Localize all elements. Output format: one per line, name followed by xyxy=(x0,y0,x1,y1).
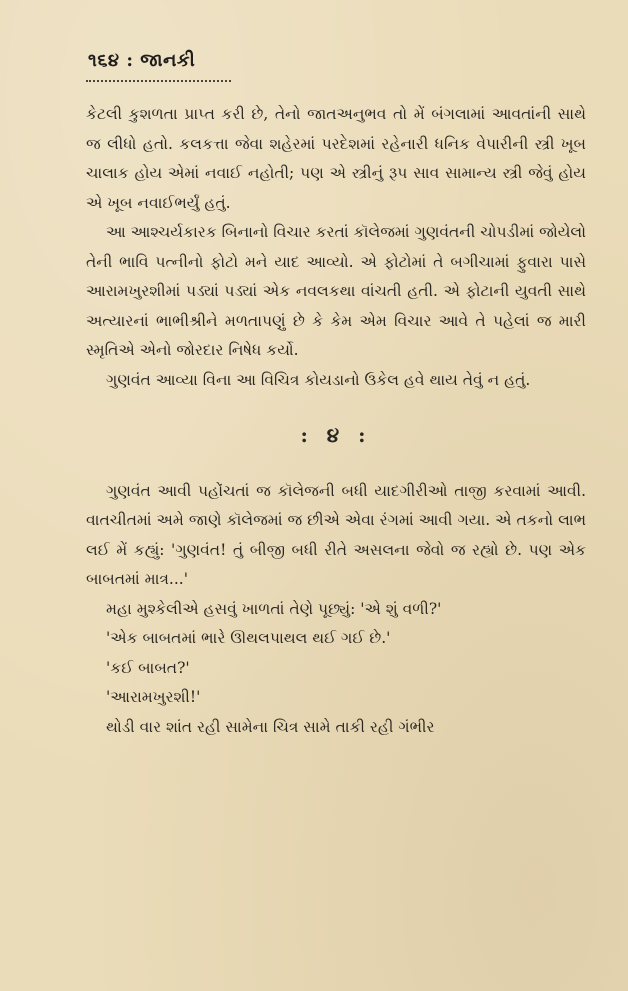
body-text xyxy=(86,100,586,742)
dialogue-line: 'કઈ બાબત?' xyxy=(106,658,190,677)
paragraph: કેટલી કુશળતા પ્રાપ્ત કરી છે, તેનો જાતઅનુભવ તો મેં બંગલામાં આવતાંની સાથે જ લીધો હતો. કલકત્તા જેવા શહેરમાં પરદેશમાં રહેનારી ધનિક વેપારીની સ્ત્રી ખૂબ ચાલાક હોય એમાં નવાઈ નહોતી; પણ એ સ્ત્રીનું રૂપ સાવ સામાન્ય સ્ત્રી જેવું હોય એ ખૂબ નવાઈભર્યું હતું. xyxy=(86,105,586,212)
dialogue-line: મહા મુશ્કેલીએ હસવું ખાળતાં તેણે પૂછ્યું: 'એ શું વળી?' xyxy=(106,599,442,618)
dialogue-line: 'આરામખુરશી!' xyxy=(106,688,201,706)
paragraph: ગુણવંત આવી પહોંચતાં જ કૉલેજની બધી યાદગીરીઓ તાજી કરવામાં આવી. વાતચીતમાં અમે જાણે કૉલેજમાં જ છીએ એવા રંગમાં આવી ગયા. એ તકનો લાભ લઈ મેં કહ્યું: 'ગુણવંત! તું બીજી બધી રીતે અસલના જેવો જ રહ્યો છે. પણ એક બાબતમાં માત્ર...' xyxy=(86,481,586,588)
section-marker: : ૪ : xyxy=(300,423,372,447)
paragraph: આ આશ્ચર્યકારક બિનાનો વિચાર કરતાં કૉલેજમાં ગુણવંતની ચોપડીમાં જોયેલો તેની ભાવિ પત્નીનો ફોટો મને યાદ આવ્યો. એ ફોટોમાં તે બગીચામાં ફુવારા પાસે આરામખુરશીમાં પડ્યાં પડ્યાં એક નવલકથા વાંચતી હતી. એ ફોટાની યુવતી સાથે અત્યારનાં ભાભીશ્રીને મળતાપણું છે કે કેમ એમ વિચાર આવે તે પહેલાં જ મારી સ્મૃતિએ એનો જોરદાર નિષેધ કર્યો. xyxy=(86,223,586,359)
running-head: ૧૬૪ : જાનકી xyxy=(88,50,196,71)
running-head-rule xyxy=(86,80,231,82)
paragraph: ગુણવંત આવ્યા વિના આ વિચિત્ર કોયડાનો ઉકેલ હવે થાય તેવું ન હતું. xyxy=(106,370,531,389)
dialogue-line: 'એક બાબતમાં ભારે ઊથલપાથલ થઈ ગઈ છે.' xyxy=(106,629,391,647)
paragraph: થોડી વાર શાંત રહી સામેના ચિત્ર સામે તાકી રહી ગંભીર xyxy=(106,717,435,736)
